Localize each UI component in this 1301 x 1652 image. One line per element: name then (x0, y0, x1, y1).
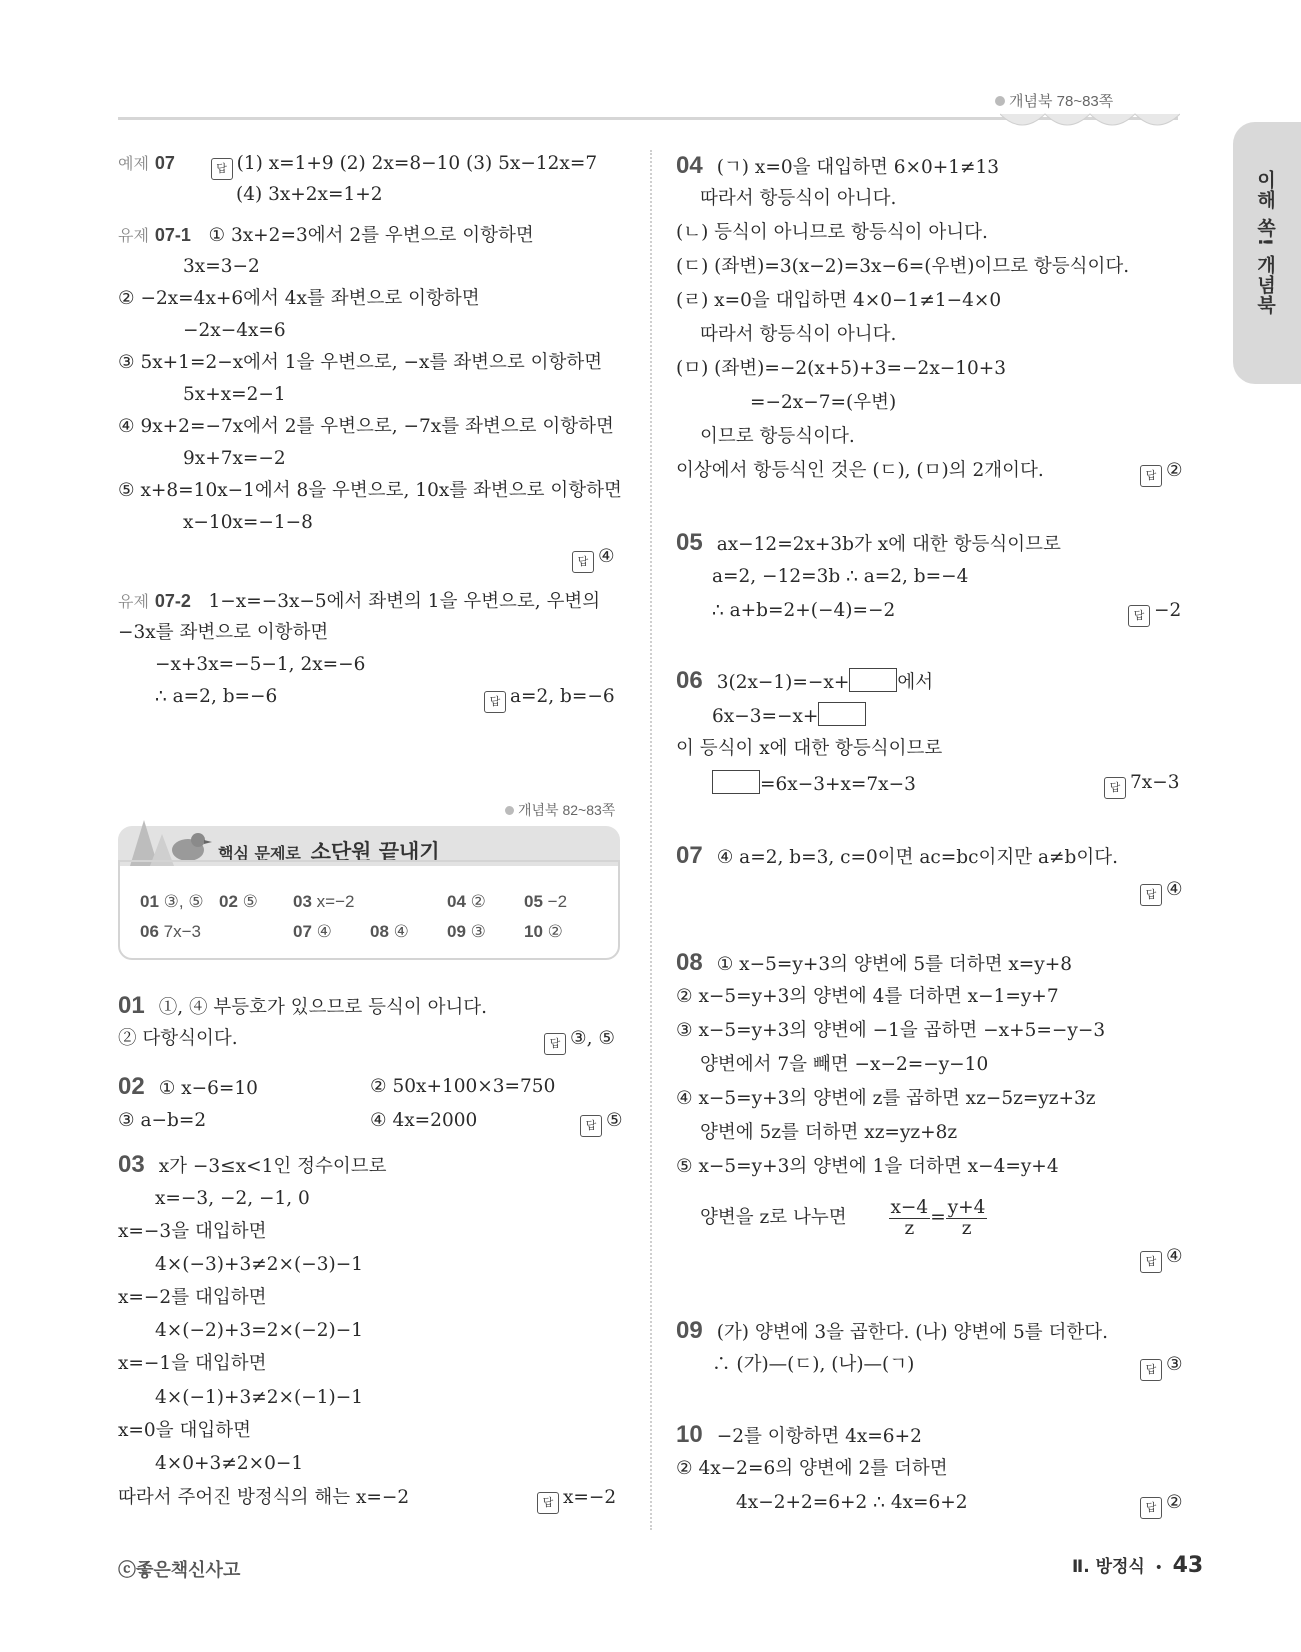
text-line: 양변에서 7을 빼면 −x−2=−y−10 (700, 1054, 989, 1075)
text-line: ④ (316, 922, 332, 941)
text-line: 유제 (118, 594, 149, 611)
text-line: ④ (1166, 879, 1183, 900)
text-line: 양변에 5z를 더하면 xz=yz+8z (700, 1122, 958, 1143)
text-line: ⑤ (606, 1110, 623, 1131)
text-line: 04 (447, 892, 466, 911)
answer-icon: 답 (1140, 465, 1162, 487)
text-line: −2를 이항하면 4x=6+2 (716, 1426, 922, 1447)
text-line: ④ (598, 546, 615, 567)
text-line: x=−2를 대입하면 (118, 1287, 267, 1308)
text-line: ③, ⑤ (163, 892, 204, 911)
text-line: 개념북 82~83쪽 (518, 802, 616, 818)
text-line: ③ a−b=2 (118, 1110, 207, 1131)
answer (544, 1026, 615, 1055)
text-line: y+4 (947, 1196, 986, 1218)
text-line: x−4 (890, 1196, 929, 1218)
answer-icon: 답 (1104, 777, 1126, 799)
answer (1140, 1244, 1183, 1273)
answer (484, 684, 615, 713)
text-line: −2x−4x=6 (183, 320, 286, 341)
summary-item (370, 922, 409, 942)
text-line: x=−3을 대입하면 (118, 1221, 267, 1242)
answer-icon: 답 (1140, 1497, 1162, 1519)
text-line: ⑤ x−5=y+3의 양변에 1을 더하면 x−4=y+4 (676, 1156, 1059, 1177)
text-line: 5x+x=2−1 (183, 384, 286, 405)
text-line: 3(2x−1)=−x+ (716, 672, 850, 693)
answer-icon: 답 (537, 1492, 559, 1514)
text-line: 4×(−3)+3≠2×(−3)−1 (155, 1254, 363, 1275)
answer (1104, 770, 1179, 799)
text-line: ④ (1166, 1246, 1183, 1267)
text-line: ax−12=2x+3b가 x에 대한 항등식이므로 (716, 534, 1061, 555)
page-number: 43 (1172, 1553, 1204, 1578)
blank-box (818, 702, 866, 726)
text-line: 08 (676, 949, 703, 976)
text-line: 05 (524, 892, 543, 911)
text-line: 9x+7x=−2 (183, 448, 286, 469)
header-scallop-decoration (1000, 112, 1180, 132)
text-line: (ㄹ) x=0을 대입하면 4×0−1≠1−4×0 (676, 290, 1002, 311)
text-line: ② (1166, 1492, 1183, 1513)
text-line: ② −2x=4x+6에서 4x를 좌변으로 이항하면 (118, 288, 480, 309)
answer (1140, 1352, 1183, 1381)
summary-item (293, 892, 354, 912)
text-line: ② (547, 922, 563, 941)
section-page-ref (505, 800, 615, 820)
text-line: ①, ④ 부등호가 있으므로 등식이 아니다. (158, 997, 488, 1018)
text-line: 따라서 주어진 방정식의 해는 x=−2 (118, 1487, 410, 1508)
answer-icon: 답 (484, 691, 506, 713)
text-line: ④ a=2, b=3, c=0이면 ac=bc이지만 a≠b이다. (716, 847, 1118, 868)
answer (1140, 877, 1183, 906)
text-line: ② 4x−2=6의 양변에 2를 더하면 (676, 1458, 948, 1479)
text-line: x=−3, −2, −1, 0 (155, 1188, 310, 1209)
text-line: 07-2 (154, 591, 191, 611)
text-line: 소단원 끝내기 (310, 840, 440, 864)
text-line: ③ 5x+1=2−x에서 1을 우변으로, −x를 좌변으로 이항하면 (118, 352, 603, 373)
text-line: 08 (370, 922, 389, 941)
text-line: =6x−3+x=7x−3 (760, 774, 916, 795)
text-line: −x+3x=−5−1, 2x=−6 (155, 654, 366, 675)
text-line: (ㅁ) (좌변)=−2(x+5)+3=−2x−10+3 (676, 358, 1007, 379)
text-line: ③ (470, 922, 486, 941)
text-line: 4×0+3≠2×0−1 (155, 1453, 304, 1474)
text-line: 10 (676, 1421, 703, 1448)
text-line: ① 3x+2=3에서 2를 우변으로 이항하면 (208, 225, 534, 246)
answer (572, 544, 615, 573)
text-line: (4) 3x+2x=1+2 (236, 184, 383, 205)
text-line: x−10x=−1−8 (183, 512, 313, 533)
answer-icon: 답 (211, 158, 233, 180)
publisher-mark: ⓒ좋은책신사고 (118, 1560, 241, 1581)
text-line: 따라서 항등식이 아니다. (700, 188, 897, 209)
text-line: ② x−5=y+3의 양변에 4를 더하면 x−1=y+7 (676, 986, 1059, 1007)
answer-icon: 답 (1128, 605, 1150, 627)
text-line: 양변을 z로 나누면 (700, 1207, 847, 1228)
text-line: x=−1을 대입하면 (118, 1353, 267, 1374)
text-line: 07 (293, 922, 312, 941)
summary-item (293, 922, 332, 942)
bullet-icon (505, 806, 514, 815)
text-line: ② (1166, 460, 1183, 481)
text-line: x가 −3≤x<1인 정수이므로 (158, 1156, 387, 1177)
text-line: 4x−2+2=6+2 ∴ 4x=6+2 (736, 1492, 968, 1513)
text-line: ④ 9x+2=−7x에서 2를 우변으로, −7x를 좌변으로 이항하면 (118, 416, 614, 437)
text-line: 04 (676, 152, 703, 179)
summary-item (219, 892, 258, 912)
text-line: z (961, 1217, 972, 1239)
answer-icon: 답 (544, 1033, 566, 1055)
text-line: 06 (140, 922, 159, 941)
answer (580, 1108, 623, 1137)
summary-item (447, 922, 486, 942)
answer (537, 1485, 616, 1514)
bullet-icon (995, 96, 1005, 106)
text-line: ∴ (가)—(ㄷ), (나)—(ㄱ) (712, 1354, 915, 1375)
answer-icon: 답 (1140, 1359, 1162, 1381)
text-line: 4×(−1)+3≠2×(−1)−1 (155, 1387, 363, 1408)
text-line: 01 (140, 892, 159, 911)
text-line: ② (470, 892, 486, 911)
text-line: (ㄴ) 등식이 아니므로 항등식이 아니다. (676, 222, 988, 243)
summary-item (524, 922, 563, 942)
text-line: 핵심 문제로 (218, 844, 301, 863)
text-line: (ㄷ) (좌변)=3(x−2)=3x−6=(우변)이므로 항등식이다. (676, 256, 1130, 277)
text-line: 09 (676, 1317, 703, 1344)
text-line: ② 50x+100×3=750 (370, 1076, 556, 1097)
blank-box (712, 770, 760, 794)
footer-page: Ⅱ. 방정식 • 43 (1072, 1553, 1204, 1578)
text-line: 06 (676, 667, 703, 694)
text-line: ⑤ (242, 892, 258, 911)
summary-item (140, 922, 201, 942)
text-line: a=2, −12=3b ∴ a=2, b=−4 (712, 566, 969, 587)
text-line: ④ x−5=y+3의 양변에 z를 곱하면 xz−5z=yz+3z (676, 1088, 1096, 1109)
text-line: ④ 4x=2000 (370, 1110, 478, 1131)
text-line: 07 (676, 842, 703, 869)
text-line: ∴ a+b=2+(−4)=−2 (712, 600, 896, 621)
text-line: a=2, b=−6 (510, 686, 615, 707)
column-divider (650, 150, 652, 1530)
text-line: 09 (447, 922, 466, 941)
answer (1128, 598, 1181, 627)
header-page-ref (995, 90, 1113, 111)
text-line: x=−2 (316, 892, 355, 911)
text-line: x=0을 대입하면 (118, 1420, 251, 1441)
text-line: x=−2 (563, 1487, 617, 1508)
text-line: 따라서 항등식이 아니다. (700, 324, 897, 345)
text-line: 이 등식이 x에 대한 항등식이므로 (676, 738, 943, 759)
text-line: = (930, 1207, 946, 1228)
text-line: 07-1 (154, 225, 191, 245)
text-line: (1) x=1+9 (2) 2x=8−10 (3) 5x−12x=7 (236, 153, 598, 174)
text-line: ③ (1166, 1354, 1183, 1375)
text-line: ③, ⑤ (570, 1028, 615, 1049)
answer (1140, 458, 1183, 487)
text-line: ① x−5=y+3의 양변에 5를 더하면 x=y+8 (716, 954, 1073, 975)
text-line: 03 (118, 1151, 145, 1178)
summary-item (447, 892, 486, 912)
text-line: =−2x−7=(우변) (750, 392, 897, 413)
text-line: 유제 (118, 228, 149, 245)
text-line: ∴ a=2, b=−6 (155, 686, 278, 707)
text-line: 개념북 78~83쪽 (1009, 93, 1114, 110)
answer-icon: 답 (580, 1115, 602, 1137)
text-line: ① x−6=10 (158, 1078, 258, 1099)
text-line: 6x−3=−x+ (712, 706, 819, 727)
text-line: 10 (524, 922, 543, 941)
text-line: 7x−3 (163, 922, 201, 941)
text-line: 4×(−2)+3=2×(−2)−1 (155, 1320, 363, 1341)
example-number: 07 (154, 153, 175, 173)
text-line: 에서 (897, 672, 934, 693)
answer (1140, 1490, 1183, 1519)
answer-icon: 답 (1140, 1251, 1162, 1273)
text-line: ⑤ x+8=10x−1에서 8을 우변으로, 10x를 좌변으로 이항하면 (118, 480, 622, 501)
answer-icon: 답 (572, 551, 594, 573)
text-line: z (904, 1217, 915, 1239)
answer-icon: 답 (1140, 884, 1162, 906)
example-tag: 예제 (118, 156, 149, 173)
text-line: −2 (547, 892, 568, 911)
text-line: 이므로 항등식이다. (700, 426, 855, 447)
text-line: −3x를 좌변으로 이항하면 (118, 622, 329, 643)
text-line: 05 (676, 529, 703, 556)
text-line: (ㄱ) x=0을 대입하면 6×0+1≠13 (716, 157, 1000, 178)
text-line: 1−x=−3x−5에서 좌변의 1을 우변으로, 우변의 (208, 591, 601, 612)
text-line: 02 (118, 1073, 145, 1100)
text-line: Ⅱ. 방정식 (1072, 1557, 1145, 1577)
text-line: 3x=3−2 (183, 256, 260, 277)
blank-box (849, 668, 897, 692)
side-tab-label: 이해 쏙! 개념북 (1254, 170, 1276, 315)
text-line: 02 (219, 892, 238, 911)
text-line: ② 다항식이다. (118, 1028, 238, 1049)
text-line: ④ (393, 922, 409, 941)
text-line: 이상에서 항등식인 것은 (ㄷ), (ㅁ)의 2개이다. (676, 460, 1044, 481)
summary-item (524, 892, 567, 912)
text-line: ③ x−5=y+3의 양변에 −1을 곱하면 −x+5=−y−3 (676, 1020, 1106, 1041)
text-line: (가) 양변에 3을 곱한다. (나) 양변에 5를 더한다. (716, 1322, 1108, 1343)
text-line: −2 (1154, 600, 1182, 621)
summary-item (140, 892, 204, 912)
text-line: 01 (118, 992, 145, 1019)
text-line: 7x−3 (1130, 772, 1180, 793)
text-line: 03 (293, 892, 312, 911)
